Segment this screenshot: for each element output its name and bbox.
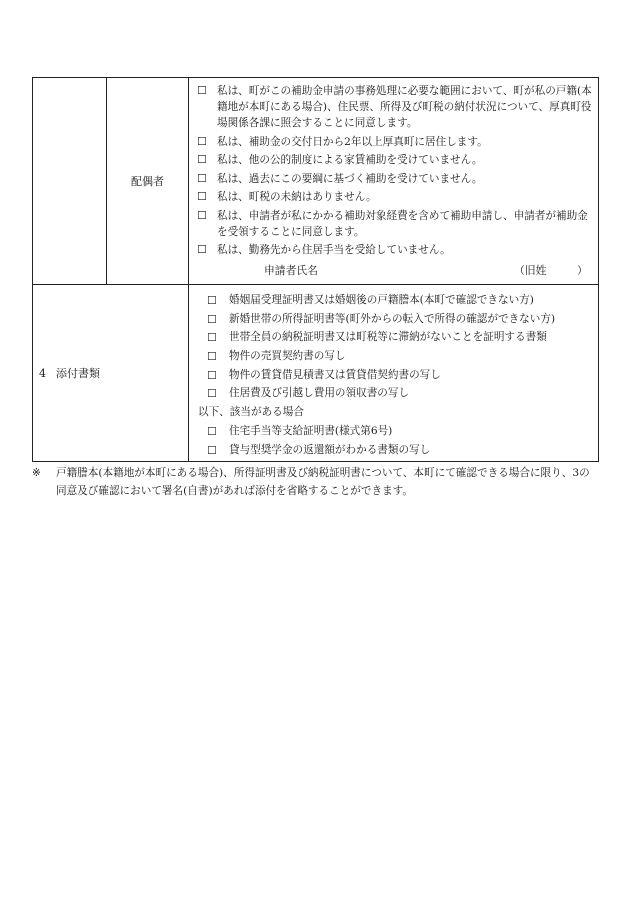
footnote xyxy=(32,464,598,500)
spouse-row xyxy=(33,78,599,285)
consent-text: 私は、補助金の交付日から2年以上厚真町に居住します。 xyxy=(217,135,488,148)
attachments-row xyxy=(33,285,599,462)
checkbox-icon[interactable]: ☐ xyxy=(197,134,207,148)
spouse-label-cell xyxy=(107,78,189,285)
consent-item xyxy=(197,83,592,131)
attachment-item xyxy=(207,424,592,440)
attachment-item xyxy=(207,312,592,328)
applicant-name-label: 申請者氏名 xyxy=(264,264,318,277)
attachment-item xyxy=(207,293,592,309)
spouse-consent-cell xyxy=(189,78,599,285)
checkbox-icon[interactable]: ☐ xyxy=(207,368,217,382)
spouse-label: 配偶者 xyxy=(131,175,164,188)
attachment-text: 婚姻届受理証明書又は婚姻後の戸籍謄本(本町で確認できない方) xyxy=(229,294,534,306)
checkbox-icon[interactable]: ☐ xyxy=(197,190,207,203)
section-number: 4 xyxy=(39,366,46,380)
consent-text: 私は、過去にこの要綱に基づく補助を受けていません。 xyxy=(217,172,483,185)
consent-item xyxy=(197,152,592,168)
old-name-label: （旧姓 xyxy=(514,264,547,277)
attachment-text: 物件の売買契約書の写し xyxy=(229,350,346,363)
attachment-text: 住居費及び引越し費用の領収書の写し xyxy=(229,387,410,400)
consent-item xyxy=(197,242,592,258)
attachment-item xyxy=(207,386,592,402)
attachment-item xyxy=(207,443,592,459)
footnote-mark: ※ xyxy=(32,467,41,479)
application-form-table xyxy=(32,77,599,462)
checkbox-icon[interactable]: ☐ xyxy=(207,294,217,307)
section-title: 添付書類 xyxy=(56,367,100,381)
checkbox-icon[interactable]: ☐ xyxy=(197,171,207,185)
checkbox-icon[interactable]: ☐ xyxy=(197,208,207,222)
consent-text: 私は、勤務先から住居手当を受給していません。 xyxy=(217,244,451,256)
consent-item xyxy=(197,189,592,205)
attachment-item xyxy=(207,349,592,365)
footnote-text: 戸籍謄本(本籍地が本町にある場合)、所得証明書及び納税証明書について、本町にて確認できる場合に限り、3の同意及び確認において署名(自書)があれば添付を省略することができます。 xyxy=(56,467,590,497)
checkbox-icon[interactable]: ☐ xyxy=(207,443,217,457)
spouse-consent-list xyxy=(189,78,598,258)
attachment-item xyxy=(207,330,592,346)
old-name-close: ） xyxy=(577,264,588,277)
spouse-blank-cell xyxy=(33,78,107,285)
attachment-text: 世帯全員の納税証明書又は町税等に滞納がないことを証明する書類 xyxy=(229,331,547,344)
attachment-text: 新婚世帯の所得証明書等(町外からの転入で所得の確認ができない方) xyxy=(229,312,556,325)
checkbox-icon[interactable]: ☐ xyxy=(197,153,207,166)
attachments-list xyxy=(189,285,598,458)
consent-text: 私は、申請者が私にかかる補助対象経費を含めて補助申請し、申請者が補助金を受領することに同意します。 xyxy=(217,209,588,238)
consent-text: 私は、他の公的制度による家賃補助を受けていません。 xyxy=(217,154,483,166)
consent-text: 私は、町税の未納はありません。 xyxy=(217,191,377,203)
checkbox-icon[interactable]: ☐ xyxy=(207,331,217,345)
consent-item xyxy=(197,134,592,150)
checkbox-icon[interactable]: ☐ xyxy=(197,243,207,256)
checkbox-icon[interactable]: ☐ xyxy=(207,387,217,401)
checkbox-icon[interactable]: ☐ xyxy=(207,350,217,364)
attachments-label xyxy=(33,285,188,461)
attachment-text: 貸与型奨学金の返還額がわかる書類の写し xyxy=(229,443,431,456)
attachments-list-cell xyxy=(189,285,599,462)
consent-text: 私は、町がこの補助金申請の事務処理に必要な範囲において、町が私の戸籍(本籍地が本町にある場合)、住民票、所得及び町税の納付状況について、厚真町役場関係各課に照会することに同意します。 xyxy=(217,85,592,129)
consent-item xyxy=(197,208,592,240)
conditional-note: 以下、該当がある場合 xyxy=(198,406,304,419)
checkbox-icon[interactable]: ☐ xyxy=(207,424,217,438)
attachments-label-cell xyxy=(33,285,189,462)
checkbox-icon[interactable]: ☐ xyxy=(197,84,207,97)
attachment-text: 住宅手当等支給証明書(様式第6号) xyxy=(229,424,393,437)
checkbox-icon[interactable]: ☐ xyxy=(207,312,217,326)
attachment-item xyxy=(207,368,592,384)
attachment-text: 物件の賃貸借見積書又は賃貸借契約書の写し xyxy=(229,368,441,381)
consent-item xyxy=(197,171,592,187)
